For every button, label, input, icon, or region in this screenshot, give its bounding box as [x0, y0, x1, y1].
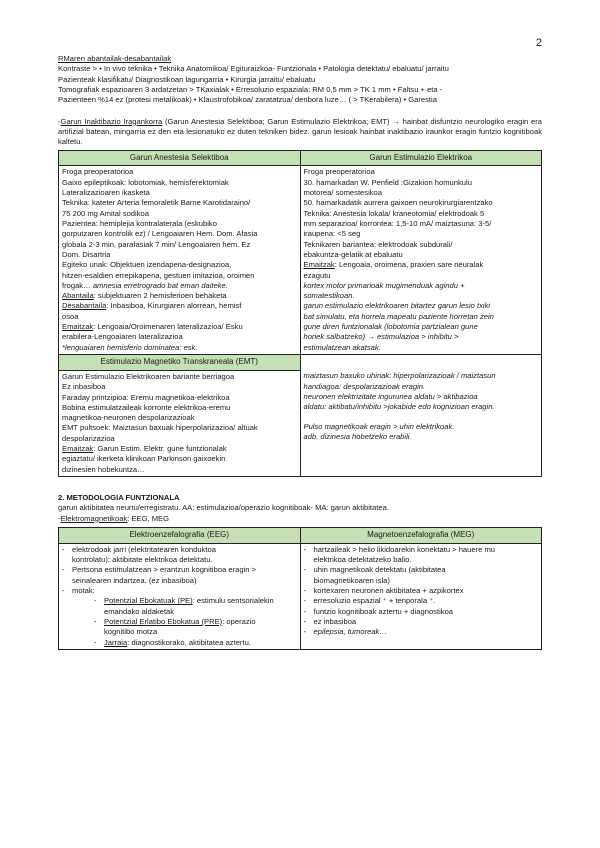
cell-line-italic: handiagoa: despolarizazioak eragin. — [303, 381, 426, 391]
intro-line: Tomografiak espazioaren 3 ardatzetan > TKaxialak • Erresoluzio espaziala: RM 0,5 mm > TK 1 mm • Faltsu + eta - — [58, 84, 443, 94]
cell-line-italic: garun estimulazio elektrikoaren bitartez garun lesio txiki — [303, 301, 491, 311]
list-item: - motak: - Potentzial Ebokatuak (PE): estimulu sentsorialekin emandako aldaketak - Potentzial Erlatibo Ebokatua (PRE): operazio kognitibo motza - Jarraia: diagnostikorako, aktibitatea aztertu. — [62, 586, 297, 648]
results-text: : Garun Estim. Elektr. gune funtzionalak — [93, 444, 227, 454]
cell-line — [62, 291, 297, 301]
electromagnetic-label: Elektromagnetikoak — [60, 513, 128, 523]
intro-line: Pazienteak klasifikatu/ Diagnostikoan lagungarria • Kirurgia jarraitu/ ebaluatu — [58, 74, 316, 84]
list-item: - erresoluzio espazial ⁺ + tenporala ⁺. — [304, 596, 539, 606]
stimulation-cell — [300, 166, 542, 355]
anesthesia-cell — [59, 166, 301, 355]
cell-line: egiaztatu/ ikerketa klinikoan Parkinson gaixoekin — [62, 454, 226, 464]
cell-line — [62, 444, 297, 454]
cell-line-italic: estimulatzean akatsak. — [303, 342, 381, 352]
sub-list-item: - Jarraia: diagnostikorako, aktibitatea aztertu. — [94, 638, 297, 648]
cell-line-italic: neuronen elektrizitate ingurunea aldatu > aktibazioa — [303, 392, 478, 401]
table-header-eeg: Elektroenzefalografia (EEG) — [59, 527, 301, 543]
cell-line-italic: somatestikoan. — [303, 291, 355, 301]
inactivation-text: (Garun Anestesia Selektiboa; Garun Estimulazio Elektrikoa; EMT) → hainbat disfuntzio neurologiko eragin era artifizial batean, mingarria ez den eta lesionatuko ez duten tekniken bidez. garun lesioak hainbat inaktibazio iraunkor eragin funtzio kognitiboak kaltetu. — [58, 116, 543, 147]
sub-list-item: - Potentzial Ebokatuak (PE): estimulu sentsorialekin emandako aldaketak — [94, 596, 297, 617]
cell-line: 75 200 mg Amital sodikoa — [62, 208, 149, 218]
cell-line: Froga preoperatorioa — [303, 167, 375, 177]
cell-line: EMT pultsoek: Maiztasun baxuak hiperpolarizazioa/ altuak — [62, 423, 258, 433]
inactivation-term: Garun Inaktibazio Iragankorra — [60, 116, 163, 126]
cell-line — [62, 322, 297, 332]
dash: - — [58, 513, 61, 523]
cell-line-italic: horiek salbatzeko) → estimulazioa > inhibitu > — [303, 332, 459, 342]
table-header-emt: Estimulazio Magnetiko Transkraneala (EMT) — [59, 355, 301, 371]
cell-line: Froga preoperatorioa — [62, 167, 134, 177]
list-item: - funtzio kognitiboak aztertu + diagnostikoa — [304, 607, 539, 617]
section-line — [58, 514, 542, 524]
cell-line: ebakuntza-gelatik at ebaluatu — [303, 249, 403, 259]
intro-block — [58, 54, 542, 106]
results-text: : Lengoaia, oroimena, praxien sare neuralak — [334, 260, 484, 270]
cell-line: Ez inbasiboa — [62, 382, 106, 392]
cell-line: erabilera-Lengoaiaren lateralizazioa — [62, 332, 183, 342]
cell-line-italic: maiztasun baxuko uhinak: hiperpolarizazioak / maiztasun — [303, 371, 496, 381]
cell-line-italic: bat simulatu, eta horrela mapeatu paziente horretan zein — [303, 311, 494, 321]
cell-line: 50. hamarkadatik aurrera gaixoen neurokirurgiarentzako — [303, 198, 493, 208]
cell-line: Bobina estimulatzaileak korronte elektrikoa-eremu — [62, 402, 231, 412]
electromagnetic-text: : EEG, MEG — [127, 513, 170, 523]
cell-line: magnetikoa-neuronen despolarizazioak — [62, 413, 195, 423]
empty-cell — [300, 355, 542, 371]
disadvantage-label: Desabantaila — [62, 301, 107, 311]
cell-line: 30. hamarkadan W. Penfield :Gizakion homunkulu — [303, 177, 472, 187]
disadvantage-text: : Inbasiboa, Kirurgiaren alorrean, hemisf — [106, 301, 242, 311]
cell-line: Garun Estimulazio Elektrikoaren bariante berriagoa — [62, 371, 235, 381]
cell-text: frogak… — [62, 280, 93, 290]
document-page — [58, 34, 542, 650]
emt-notes-cell — [300, 370, 542, 476]
cell-line: hitzen-esaldien errepikapena, gestuen imitazioa, oroimen — [62, 270, 255, 280]
list-item: - uhin magnetikoak detektatu (aktibitatea biomagnetikoaren isla) — [304, 565, 539, 586]
cell-line: iraupena: <5 seg — [303, 229, 361, 239]
intro-heading: RMaren abantailak-desabantailak — [58, 54, 172, 63]
results-label: Emaitzak — [303, 260, 335, 270]
list-item: - hartzaileak > helio likidoarekin konektatu > hauere mu elektrikoa detektatzeko balio. — [304, 545, 539, 566]
cell-line-italic: Pulso magnetikoak eragin > uhin elektrikoak. — [303, 421, 455, 431]
advantage-label: Abantaila — [62, 291, 94, 301]
page-number: 2 — [535, 37, 542, 49]
cell-line — [62, 301, 297, 311]
cell-line — [62, 281, 297, 291]
dash: - — [58, 116, 61, 126]
cell-line-italic: kortex motor primarioak mugimenduak agindu + — [303, 280, 465, 290]
cell-line: mm separazioa/ korrontea: 1,5-10 mA/ maiztasuna: 3-5/ — [303, 218, 492, 228]
cell-line: despolarizazioa — [62, 433, 115, 443]
cell-line-italic: gune diren funtzionalak (lobotomia partzialean gune — [303, 322, 478, 332]
meg-cell — [300, 543, 542, 649]
cell-line: motorea/ somestesikoa — [303, 188, 383, 197]
table-header-stimulation: Garun Estimulazio Elektrikoa — [300, 150, 542, 166]
cell-line: Teknikaren bariantea: elektrodoak subdurali/ — [303, 239, 453, 249]
cell-line-italic: aldatu: aktibatu/inhibitu >jokabide edo kognizioan eragin. — [303, 402, 495, 412]
inactivation-table — [58, 150, 542, 478]
cell-line: globala 2-3 min, parafasiak 7 min/ Lengoaiaren hem. Ez — [62, 239, 251, 249]
list-item: - elektrodoak jarri (elektritatearen konduktoa kontrolatu): aktibitate elektrikoa detektatu. — [62, 545, 297, 566]
advantage-text: : subjektuaren 2 hemisferioen behaketa — [93, 291, 227, 301]
table-header-anesthesia: Garun Anestesia Selektiboa — [59, 150, 301, 166]
cell-line: Egiteko unak: Objektuen izendapena-designazioa, — [62, 260, 232, 270]
cell-line: Dom. Disartria — [62, 249, 111, 259]
cell-line: gorputzaren kontrolik ez) / Lengoaiaren Hem. Dom. Afasia — [62, 229, 258, 239]
cell-line: Teknika: kateter Arteria femoraletik Barne Karotidaraino/ — [62, 198, 251, 208]
cell-line: Gaixo epileptikoak: lobotomiak, hemisferektomiak — [62, 177, 229, 187]
cell-line-italic: adb. dizinesia hobetzeko erabili — [303, 431, 410, 441]
emt-cell — [59, 370, 301, 476]
inactivation-paragraph — [58, 117, 542, 148]
results-label: Emaitzak — [62, 444, 94, 454]
results-label: Emaitzak — [62, 322, 94, 332]
cell-line: osoa — [62, 311, 79, 321]
cell-text-italic: amnesia erretrogrado bat eman daiteke. — [92, 280, 228, 290]
cell-line: Lateralizazioaren ikasketa — [62, 188, 150, 197]
section-title: 2. METODOLOGIA FUNTZIONALA — [58, 493, 180, 502]
eeg-meg-table — [58, 527, 542, 650]
sub-list-item: - Potentzial Erlatibo Ebokatua (PRE): operazio kognitibo motza — [94, 617, 297, 638]
intro-line: Pazienteen %14 ez (protesi metalikoak) • Klaustrofobikoa/ zaratatzua/ denbora luze… ( > TKerabilera) • Garestia — [58, 95, 437, 105]
cell-line — [304, 260, 539, 270]
cell-line: Faraday printzipioa: Eremu magnetikoa-elektrikoa — [62, 392, 230, 402]
list-item: - Pertsona estimulatzean > erantzun kognitiboa eragin > seinalearen indartzea. (ez inbasiboa) — [62, 565, 297, 586]
eeg-cell — [59, 543, 301, 649]
list-item: - epilepsia, tumoreak… — [304, 627, 539, 637]
list-item: - kortexaren neuronen aktibitatea + azpikortex — [304, 586, 539, 596]
section-line: garun aktibitatea neurtu/erregistratu. AA: estimulazioa/operazio kognitiboak- MA: garun aktibitatea. — [58, 503, 389, 513]
cell-line: dizinesien hobekuntza… — [62, 464, 145, 474]
cell-line: Pazientea: hemiplejia kontralaterala (eskubiko — [62, 218, 217, 228]
cell-line: Teknika: Anestesia lokala/ kraneotomia/ elektrodoak 5 — [303, 208, 485, 218]
cell-line: ezagutu — [303, 270, 331, 280]
intro-line: Kontraste > • In vivo teknika • Teknika Anatomikoa/ Egituraizkoa- Funtzionala • Patologia detektatu/ ebaluatu/ jarraitu — [58, 64, 449, 74]
table-header-meg: Magnetoenzefalografia (MEG) — [300, 527, 542, 543]
results-text: : Lengoaia/Oroimenaren lateralizazioa/ Esku — [93, 322, 243, 332]
cell-note: *lenguaiaren hemisferio dominatea: esk. — [62, 342, 198, 352]
list-item: - ez inbasiboa — [304, 617, 539, 627]
